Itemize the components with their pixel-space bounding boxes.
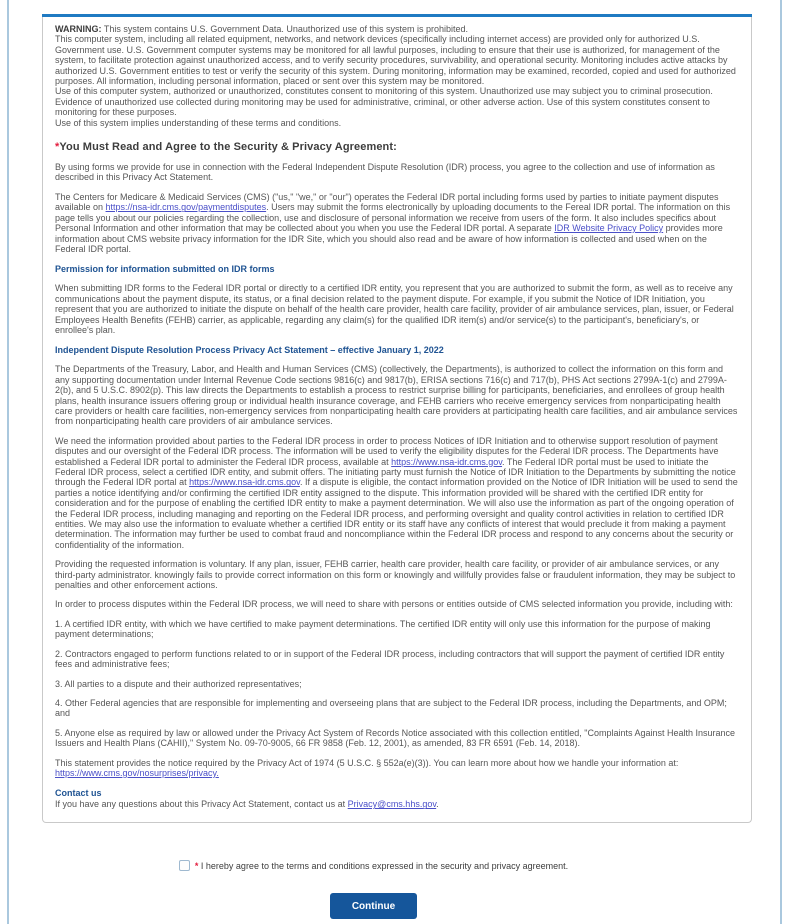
permission-paragraph [55,283,739,335]
agree-checkbox[interactable] [179,860,190,871]
text-segment: Permission for information submitted on IDR forms [55,264,275,275]
text-segment: Contact us [55,788,102,799]
text-segment: By using forms we provide for use in connection with the Federal Independent Dispute Resolution (IDR) process, you agree to the collection and use of information as described in this Privacy Act Statement. [55,162,715,183]
share-item-5 [55,728,739,749]
text-segment: Use of this computer system, authorized or unauthorized, constitutes consent to monitoring of this system. Unauthorized use may subject you to criminal prosecution. Evidence of unauthorized use collected during monitoring may be used for administrative, criminal, or other adverse action. Use of this system constitutes consent to monitoring for these purposes. [55,86,713,118]
link-paymentdisputes[interactable]: https://nsa-idr.cms.gov/paymentdisputes [105,202,267,213]
voluntary-paragraph [55,559,739,590]
text-segment: 5. Anyone else as required by law or allowed under the Privacy Act System of Records Notice associated with this collection entitled, "Complaints Against Health Insurance Issuers and Health Plans (CAHII)," System No. 09-70-9005, 66 FR 9858 (Feb. 12, 2001), as amended, 83 FR 6591 (Feb. 14, 2018). [55,727,736,749]
warning-paragraph [55,24,739,128]
text-segment: The Departments of the Treasury, Labor, and Health and Human Services (CMS) (collectively, the Departments), is authorized to collect the information on this form and any supporting documentation under Internal Revenue Code sections 9816(c) and 9817(b), ERISA sections 716(c) and 717(b), PHS Act sections 2799A-1(c) and 2799A-2(b), and 5 U.S.C. 8902(p). This law directs the Departments to establish a process to restrict surprise billing for participants, beneficiaries, and enrollees of group health plans, health insurance issuers offering group or individual health insurance coverage, and FEHB carriers who receive emergency services from nonparticipating health care providers or health care facilities, non-emergency services from nonparticipating health care providers at participating health care facilities, and air ambulance services from nonparticipating health care providers of air ambulance services. [55,364,738,427]
text-segment: We need the information provided about parties to the Federal IDR process in order to process Notices of IDR Initiation and to otherwise support resolution of payment disputes and our oversight of the Federal IDR process. The information will be used to verify the eligibility disputes for the Federal IDR process. The Departments have established a Federal IDR portal to administer the Federal IDR process, available at [55,435,719,467]
agreement-content [55,24,739,810]
share-item-1 [55,619,739,640]
text-segment: * [55,141,60,154]
text-segment: . Users may submit the forms electronically by uploading documents to the Fereal IDR portal. The information on this page tells you about our policies regarding the collection, use and disclosure of personal information we receive from users of the form. It also includes specifics about Personal Information and other information that may be collected about you when you use the Federal IDR portal. A separate [55,202,731,234]
text-segment: The Centers for Medicare & Medicaid Services (CMS) ("us," "we," or "our") operates the Federal IDR portal including forms used by parties to initiate payment disputes available on [55,191,719,213]
cms-operates-paragraph [55,192,739,254]
section-heading-privacy-act-statement [55,345,739,355]
privacy-act-notice-paragraph [55,758,739,779]
footer-area [17,858,730,919]
agreement-title [55,141,739,153]
link-privacy-email[interactable]: Privacy@cms.hhs.gov [347,799,437,810]
intro-paragraph [55,162,739,183]
text-segment: Providing the requested information is voluntary. If any plan, issuer, FEHB carrier, health care provider, health care facility, or provider of air ambulance services, or any third-party administrator. knowingly fails to provide correct information on this form or knowingly and willfully provides false or fraudulent information, they may be subject to penalties and other enforcement actions. [55,559,736,591]
agree-label [195,861,568,871]
text-segment: This computer system, including all related equipment, networks, and network devices (specifically including internet access) are provided only for authorized U.S. Government use. U.S. Government computer systems may be monitored for all lawful purposes, including to ensure that their use is authorized, for management of the system, to facilitate protection against unauthorized access, and to verify security procedures, survivability, and operational security. Monitoring includes active attacks by authorized U.S. Government entities to test or verify the security of this system. During monitoring, information may be examined, recorded, copied and used for authorized purposes. All information, including personal information, placed or sent over this system may be monitored. [55,34,736,87]
text-segment: In order to process disputes within the Federal IDR process, we will need to share with persons or entities outside of CMS selected information you provide, including with: [55,599,733,610]
link-nsa-idr-2[interactable]: https://www.nsa-idr.cms.gov [189,477,300,488]
agree-label-text: I hereby agree to the terms and conditions expressed in the security and privacy agreement. [198,860,569,871]
text-segment: Independent Dispute Resolution Process Privacy Act Statement – effective January 1, 2022 [55,345,444,356]
text-segment: 3. All parties to a dispute and their authorized representatives; [55,678,302,689]
link-idr-website-privacy-policy[interactable]: IDR Website Privacy Policy [554,223,664,234]
share-intro-paragraph [55,599,739,609]
share-item-2 [55,649,739,670]
text-segment: . [436,799,439,810]
link-cms-nosurprises-privacy[interactable]: https://www.cms.gov/nosurprises/privacy. [55,767,219,778]
departments-authority-paragraph [55,364,739,426]
text-segment: When submitting IDR forms to the Federal IDR portal or directly to a certified IDR entity, you represent that you are authorized to submit the form, as well as to receive any communications about the payment dispute, its status, or a final decision related to the payment dispute. For example, if you submit the Notice of IDR Initiation, you represent that you are authorized to initiate the dispute on behalf of the health care provider, health care facility, provider of air ambulance services, plan, issuer, or Federal Employees Health Benefits (FEHB) carrier, as applicable, regarding any claim(s) for the qualified IDR item(s) and/or service(s) to the participant's, beneficiary's, or enrollee's plan. [55,283,734,335]
page-frame [7,0,782,924]
agreement-card-wrap [42,14,752,823]
link-nsa-idr-1[interactable]: https://www.nsa-idr.cms.gov [391,456,503,467]
contact-paragraph [55,799,739,809]
text-segment: WARNING: [55,24,102,34]
section-heading-permission [55,264,739,274]
text-segment: . The Federal IDR portal must be used to initiate the Federal IDR process, select a certified IDR entity, and submit offers. The initiating party must furnish the Notice of IDR Initiation to the Departments by submitting the notice through the Federal IDR portal at [55,456,736,488]
information-use-paragraph [55,436,739,550]
continue-button[interactable]: Continue [330,893,417,919]
agree-row [179,860,568,871]
share-item-4 [55,698,739,719]
agreement-card [42,17,752,823]
text-segment: . If a dispute is eligible, the contact information provided on the Notice of IDR Initiation will be used to send the parties a notice identifying and/or confirming the certified IDR entity assigned to the dispute. This information provided will be shared with the certified IDR entity for consideration and for the purpose of enabling the certified IDR entity to make a payment determination. We will also use the information as part of the ongoing operation of the Federal IDR process, including managing and reporting on the Federal IDR process, and performing oversight and quality control activities in relation to certified IDR entities. We may also use the information to evaluate whether a certified IDR entity or its staff have any conflicts of interest that would preclude it from making a payment determination. The information may further be used to combat fraud and noncompliance within the Federal IDR process and respond to any concerns about the security or confidentiality of the information. [55,477,738,550]
text-segment: This statement provides the notice required by the Privacy Act of 1974 (5 U.S.C. § 552a(e)(3)). You can learn more about how we handle your information at: [55,757,679,768]
text-segment: 4. Other Federal agencies that are responsible for implementing and overseeing plans that are subject to the Federal IDR process, including the Departments, and OPM; and [55,697,727,719]
text-segment: 2. Contractors engaged to perform functions related to or in support of the Federal IDR process, including contractors that will support the payment of certified IDR entity fees and administrative fees; [55,648,725,670]
text-segment: provides more information about CMS website privacy information for the IDR Site, which you should also read and be aware of how information is collected and used when on the Federal IDR portal. [55,223,723,254]
required-asterisk: * [194,860,199,871]
text-segment: You Must Read and Agree to the Security & Privacy Agreement: [59,141,397,154]
text-segment: If you have any questions about this Privacy Act Statement, contact us at [55,799,348,810]
share-item-3 [55,679,739,689]
text-segment: 1. A certified IDR entity, with which we have certified to make payment determinations. The certified IDR entity will only use this information for the purpose of making payment determinations; [55,618,711,640]
text-segment: Use of this system implies understanding of these terms and conditions. [55,117,342,128]
text-segment: This system contains U.S. Government Data. Unauthorized use of this system is prohibited. [101,24,468,34]
contact-us-heading [55,788,739,798]
